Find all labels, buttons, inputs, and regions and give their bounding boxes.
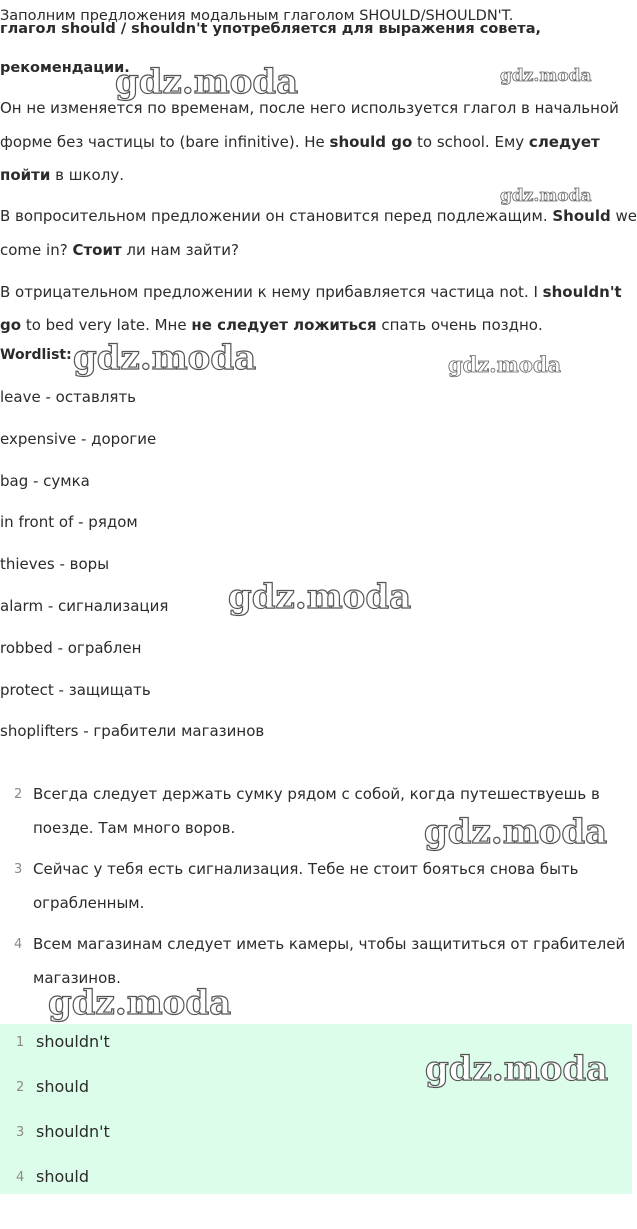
rule-heading-line1: глагол should / shouldn't употребляется для выражения совета, xyxy=(0,21,541,37)
rule1-line3: пойти в школу. xyxy=(0,166,124,184)
word-item: bag - сумка xyxy=(0,472,90,490)
watermark-logo: gdz.moda xyxy=(500,66,592,86)
rule2-line1: В вопросительном предложении он становится перед подлежащим. Should we xyxy=(0,207,637,225)
watermark-logo: gdz.moda xyxy=(48,983,232,1023)
word-item: robbed - ограблен xyxy=(0,639,142,657)
word-item: shoplifters - грабители магазинов xyxy=(0,722,265,740)
answer-number: 2 xyxy=(16,1080,25,1095)
item-number: 3 xyxy=(14,862,23,877)
answer-text: shouldn't xyxy=(36,1032,110,1051)
answer-number: 3 xyxy=(16,1125,25,1140)
rule3-line2: go to bed very late. Мне не следует ложиться спать очень поздно. xyxy=(0,316,543,334)
answer-number: 1 xyxy=(16,1035,25,1050)
word-item: in front of - рядом xyxy=(0,513,138,531)
item-text-line2: магазинов. xyxy=(33,969,121,987)
answer-text: should xyxy=(36,1167,90,1186)
watermark-logo: gdz.moda xyxy=(424,812,608,852)
answer-number: 4 xyxy=(16,1170,25,1185)
word-item: expensive - дорогие xyxy=(0,430,157,448)
watermark-logo: gdz.moda xyxy=(448,352,562,377)
word-item: leave - оставлять xyxy=(0,388,137,406)
task-text: Заполним предложения модальным глаголом SHOULD/SHOULDN'T. xyxy=(0,8,514,24)
item-number: 2 xyxy=(14,787,23,802)
watermark-logo: gdz.moda xyxy=(500,186,592,206)
word-item: protect - защищать xyxy=(0,681,151,699)
item-text-line1: Всем магазинам следует иметь камеры, чтобы защититься от грабителей xyxy=(33,935,626,953)
rule2-line2: come in? Стоит ли нам зайти? xyxy=(0,241,239,259)
word-item: thieves - воры xyxy=(0,555,110,573)
watermark-logo: gdz.moda xyxy=(425,1049,609,1089)
item-number: 4 xyxy=(14,937,23,952)
answer-text: should xyxy=(36,1077,90,1096)
item-text-line1: Всегда следует держать сумку рядом с собой, когда путешествуешь в xyxy=(33,785,600,803)
rule1-line2: форме без частицы to (bare infinitive). He should go to school. Ему следует xyxy=(0,133,600,151)
item-text-line2: поезде. Там много воров. xyxy=(33,819,236,837)
item-text-line2: ограбленным. xyxy=(33,894,145,912)
rule3-line1: В отрицательном предложении к нему прибавляется частица not. I shouldn't xyxy=(0,283,622,301)
answer-text: shouldn't xyxy=(36,1122,110,1141)
word-item: alarm - сигнализация xyxy=(0,597,169,615)
item-text-line1: Сейчас у тебя есть сигнализация. Тебе не стоит бояться снова быть xyxy=(33,860,579,878)
watermark-logo: gdz.moda xyxy=(228,577,412,617)
watermark-logo: gdz.moda xyxy=(73,338,257,378)
watermark-logo: gdz.moda xyxy=(115,62,299,102)
rule1-line1: Он не изменяется по временам, после него используется глагол в начальной xyxy=(0,99,619,117)
rule-heading-line2: рекомендации. xyxy=(0,60,130,76)
wordlist-heading: Wordlist: xyxy=(0,347,72,363)
